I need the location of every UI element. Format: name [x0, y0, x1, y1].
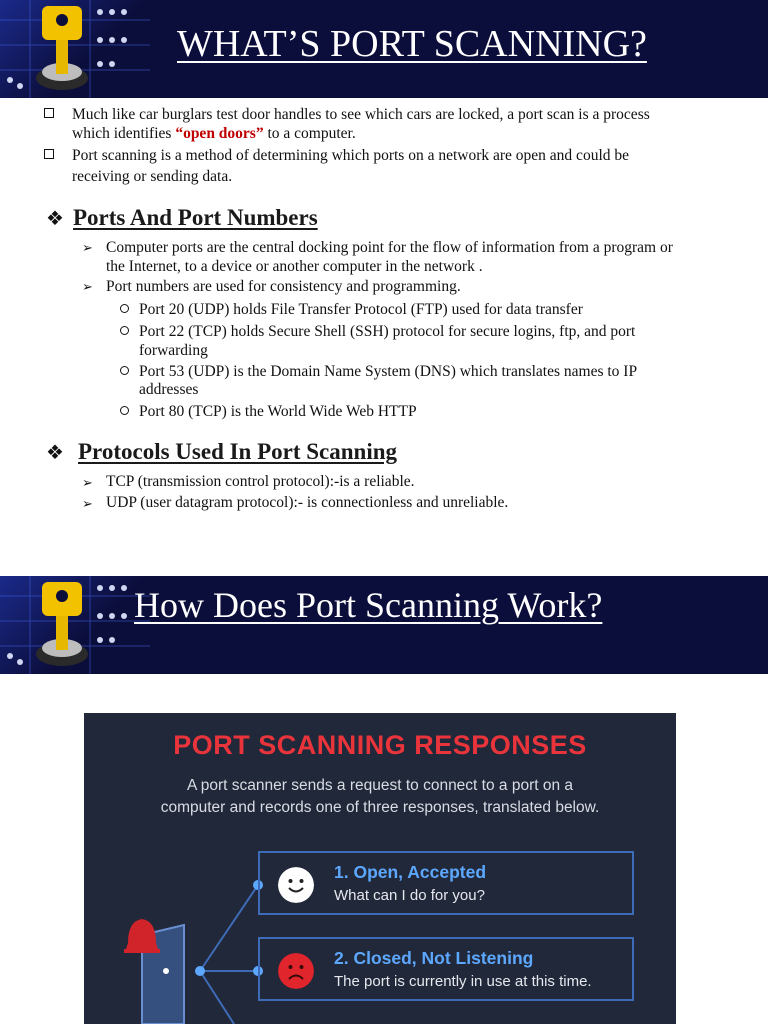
circle-bullet-icon: [120, 326, 129, 335]
port-scanning-infographic: [84, 713, 676, 1024]
infographic-subtitle-2: computer and records one of three responses, translated below.: [160, 799, 600, 816]
intro-line-3: Port scanning is a method of determining which ports on a network are open and could be: [72, 147, 630, 164]
ports-item-1b: the Internet, to a device or another computer in the network .: [106, 258, 483, 275]
response-open-box: [258, 851, 634, 915]
alarm-bell-icon: [124, 919, 160, 953]
infographic-title: PORT SCANNING RESPONSES: [173, 730, 587, 760]
square-bullet-icon: [44, 108, 54, 118]
intro-line-2: which identifies “open doors” to a computer.: [72, 125, 356, 142]
key-lock-graphic: [0, 576, 150, 674]
infographic-subtitle-1: A port scanner sends a request to connect to a port on a: [186, 777, 574, 794]
port-20: Port 20 (UDP) holds File Transfer Protocol (FTP) used for data transfer: [139, 301, 583, 318]
slide2-title: How Does Port Scanning Work?: [134, 585, 603, 625]
circle-bullet-icon: [120, 304, 129, 313]
arrow-bullet-icon: ➢: [82, 240, 93, 255]
response-open-desc: What can I do for you?: [334, 887, 485, 904]
open-doors-emphasis: “open doors”: [175, 125, 264, 142]
square-bullet-icon: [44, 149, 54, 159]
protocol-tcp: TCP (transmission control protocol):-is a reliable.: [106, 473, 415, 490]
smiley-face-icon: [278, 867, 314, 903]
ports-item-2: Port numbers are used for consistency and programming.: [106, 278, 461, 295]
port-22b: forwarding: [139, 342, 208, 359]
arrow-bullet-icon: ➢: [82, 496, 93, 511]
slide1-banner: [0, 0, 768, 98]
protocols-heading: Protocols Used In Port Scanning: [78, 439, 398, 464]
circle-bullet-icon: [120, 366, 129, 375]
response-open-title: 1. Open, Accepted: [334, 862, 487, 882]
ports-heading: Ports And Port Numbers: [73, 205, 318, 230]
protocol-udp: UDP (user datagram protocol):- is connectionless and unreliable.: [106, 494, 509, 511]
key-lock-graphic: [0, 0, 150, 98]
response-closed-title: 2. Closed, Not Listening: [334, 948, 534, 968]
arrow-bullet-icon: ➢: [82, 475, 93, 490]
intro-line-1: Much like car burglars test door handles to see which cars are locked, a port scan is a process: [72, 106, 650, 123]
diamond-bullet-icon: ❖: [46, 442, 64, 464]
slide2-banner: [0, 576, 768, 674]
ports-item-1: Computer ports are the central docking point for the flow of information from a program or: [106, 239, 673, 256]
intro-line-4: receiving or sending data.: [72, 168, 233, 185]
response-closed-box: [258, 937, 634, 1001]
port-53b: addresses: [139, 381, 199, 398]
sad-face-icon: [278, 953, 314, 989]
port-22: Port 22 (TCP) holds Secure Shell (SSH) protocol for secure logins, ftp, and port: [139, 323, 636, 340]
arrow-bullet-icon: ➢: [82, 279, 93, 294]
port-80: Port 80 (TCP) is the World Wide Web HTTP: [139, 403, 417, 420]
slide1-title: WHAT’S PORT SCANNING?: [177, 23, 647, 65]
circle-bullet-icon: [120, 406, 129, 415]
diamond-bullet-icon: ❖: [46, 208, 64, 230]
port-53: Port 53 (UDP) is the Domain Name System (DNS) which translates names to IP: [139, 363, 638, 380]
response-closed-desc: The port is currently in use at this time.: [334, 973, 592, 990]
